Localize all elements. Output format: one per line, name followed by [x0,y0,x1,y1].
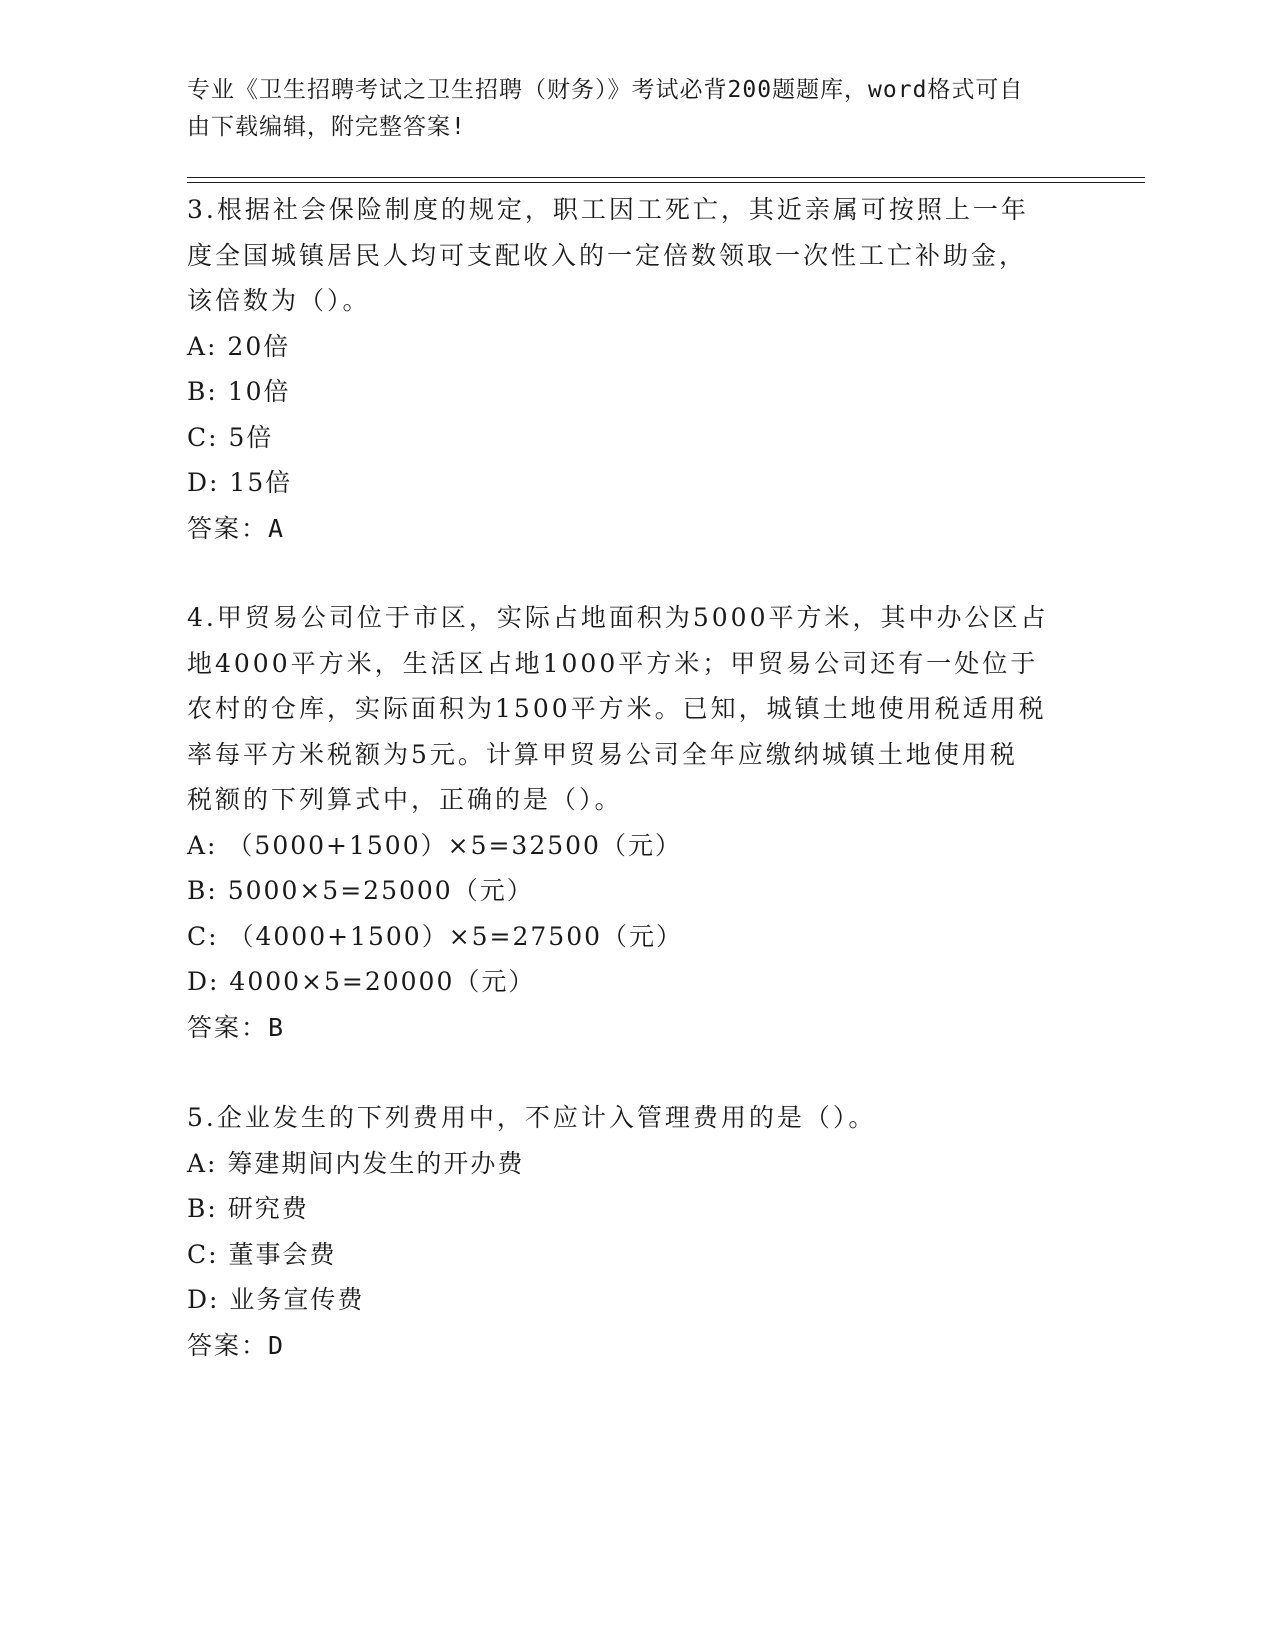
question-text [187,595,1087,823]
question-text [187,1095,1087,1141]
answer [187,1323,1087,1369]
answer [187,506,1087,552]
document-header [187,72,1087,146]
question-text [187,187,1087,324]
answer-label: 答案： [187,1330,269,1360]
option-c: C: （4000+1500）×5=27500（元） [187,921,684,951]
option-list [187,1141,1087,1323]
header-line-2: 由下载编辑，附完整答案! [187,114,466,140]
option-c: C: 董事会费 [187,1239,337,1269]
question-4 [187,595,1087,1050]
question-text-line: 农村的仓库，实际面积为1500平方米。已知，城镇土地使用税适用税 [187,694,1047,723]
header-divider-bottom [187,182,1145,183]
question-text-line: 4.甲贸易公司位于市区，实际占地面积为5000平方米，其中办公区占 [187,603,1049,632]
option-b: B: 5000×5=25000（元） [187,876,534,905]
option-d: D: 15倍 [187,468,293,497]
option-a: A: （5000+1500）×5=32500（元） [187,830,682,860]
option-c: C: 5倍 [187,422,274,452]
answer [187,1005,1087,1051]
answer-label: 答案： [187,513,269,543]
question-3 [187,187,1087,551]
question-text-line: 地4000平方米，生活区占地1000平方米；甲贸易公司还有一处位于 [187,648,1039,678]
question-text-line: 税额的下列算式中，正确的是（）。 [187,785,623,814]
option-list [187,324,1087,506]
option-d: D: 4000×5=20000（元） [187,967,536,996]
question-text-line: 3.根据社会保险制度的规定，职工因工死亡，其近亲属可按照上一年 [187,195,1029,224]
question-text-line: 5.企业发生的下列费用中，不应计入管理费用的是（）。 [187,1103,877,1132]
option-a: A: 20倍 [187,331,291,361]
answer-label: 答案： [187,1012,269,1042]
question-text-line: 率每平方米税额为5元。计算甲贸易公司全年应缴纳城镇土地使用税 [187,739,1018,769]
answer-value: A [268,513,286,543]
option-list [187,823,1087,1005]
option-b: B: 研究费 [187,1194,309,1223]
answer-value: B [268,1012,286,1042]
answer-value: D [268,1330,286,1360]
question-text-line: 该倍数为（）。 [187,286,371,315]
option-b: B: 10倍 [187,377,291,406]
header-divider-top [187,177,1145,178]
option-a: A: 筹建期间内发生的开办费 [187,1148,525,1178]
question-text-line: 度全国城镇居民人均可支配收入的一定倍数领取一次性工亡补助金， [187,240,1028,270]
header-line-1: 专业《卫生招聘考试之卫生招聘（财务）》考试必背200题题库，word格式可自 [187,77,1024,103]
question-5 [187,1095,1087,1368]
option-d: D: 业务宣传费 [187,1285,365,1314]
